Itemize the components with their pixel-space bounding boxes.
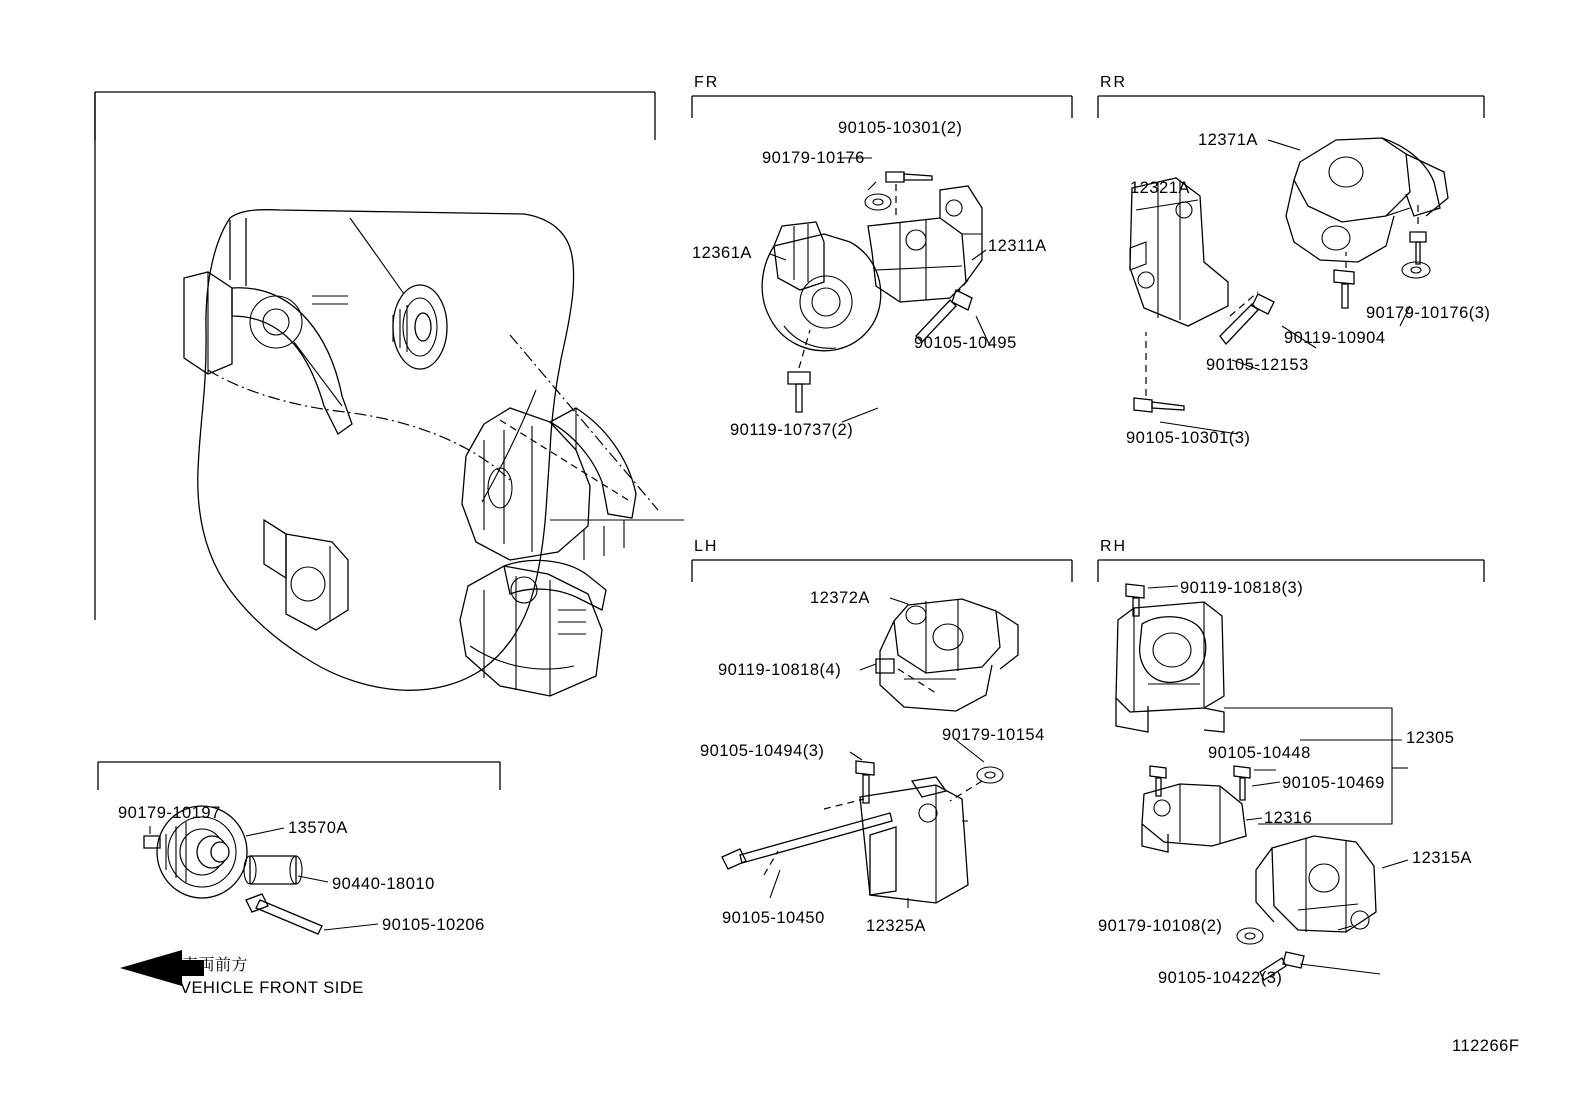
- label-pl-13570a: 13570A: [288, 819, 348, 837]
- label-rr-90179-10176: 90179-10176(3): [1366, 304, 1491, 322]
- label-pl-90179-10197: 90179-10197: [118, 804, 221, 822]
- label-rh-90119-10818: 90119-10818(3): [1180, 579, 1304, 597]
- rr-leader-lines: [1110, 110, 1510, 490]
- label-rr-12371a: 12371A: [1198, 131, 1258, 149]
- label-lh-90105-10494: 90105-10494(3): [700, 742, 825, 760]
- label-rr-90105-12153: 90105-12153: [1206, 356, 1309, 374]
- label-fr-90105-10495: 90105-10495: [914, 334, 1017, 352]
- label-fr-90179-10176: 90179-10176: [762, 149, 865, 167]
- label-pl-90105-10206: 90105-10206: [382, 916, 485, 934]
- fr-leader-lines: [690, 110, 1090, 490]
- section-header-fr: FR: [694, 74, 720, 91]
- label-rh-90105-10448: 90105-10448: [1208, 744, 1311, 762]
- label-lh-90119-10818: 90119-10818(4): [718, 661, 842, 679]
- label-rh-90105-10422: 90105-10422(3): [1158, 969, 1283, 987]
- lh-leader-lines: [700, 580, 1100, 980]
- label-rr-90105-10301: 90105-10301(3): [1126, 429, 1251, 447]
- section-header-rh: RH: [1100, 538, 1128, 555]
- vehicle-front-jp: 車両前方: [182, 957, 249, 974]
- label-fr-90119-10737: 90119-10737(2): [730, 421, 854, 439]
- label-pl-90440-18010: 90440-18010: [332, 875, 435, 893]
- label-fr-90105-10301: 90105-10301(2): [838, 119, 963, 137]
- label-rh-90179-10108: 90179-10108(2): [1098, 917, 1223, 935]
- vehicle-front-en: VEHICLE FRONT SIDE: [180, 979, 364, 997]
- label-rh-12316: 12316: [1264, 809, 1313, 827]
- label-fr-12361a: 12361A: [692, 244, 752, 262]
- rh-leader-lines: [1100, 570, 1540, 1010]
- engine-overview-illustration: [80, 90, 780, 730]
- label-rr-90119-10904: 90119-10904: [1284, 329, 1386, 347]
- label-lh-12372a: 12372A: [810, 589, 870, 607]
- label-lh-90105-10450: 90105-10450: [722, 909, 825, 927]
- label-fr-12311a: 12311A: [988, 237, 1047, 255]
- label-rh-12305: 12305: [1406, 729, 1455, 747]
- section-header-rr: RR: [1100, 74, 1128, 91]
- section-header-lh: LH: [694, 538, 719, 555]
- label-rh-90105-10469: 90105-10469: [1282, 774, 1385, 792]
- label-rh-12315a: 12315A: [1412, 849, 1472, 867]
- figure-code: 112266F: [1452, 1037, 1520, 1055]
- label-rr-12321a: 12321A: [1130, 179, 1190, 197]
- label-lh-12325a: 12325A: [866, 917, 926, 935]
- label-lh-90179-10154: 90179-10154: [942, 726, 1045, 744]
